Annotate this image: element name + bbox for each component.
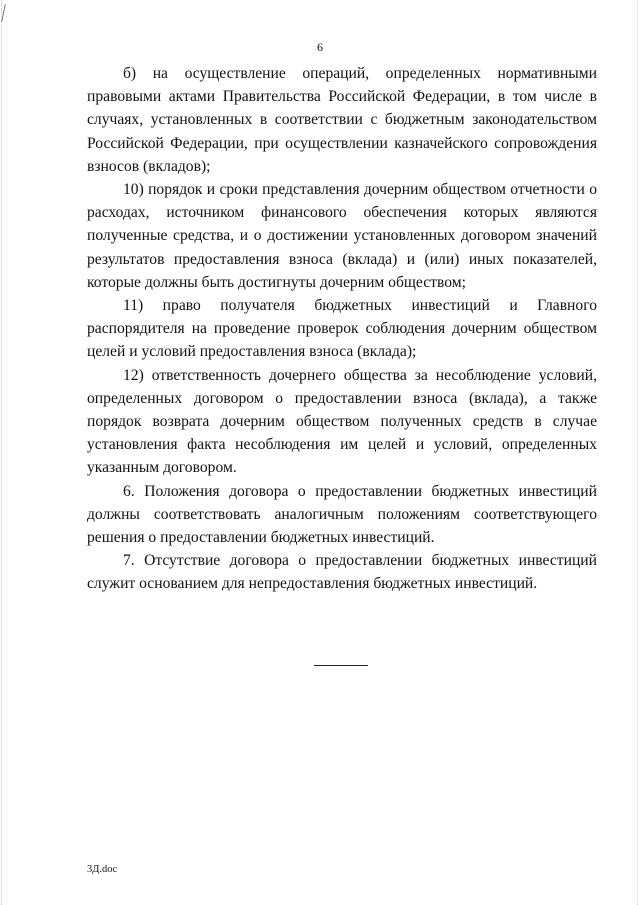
paragraph-10: 10) порядок и сроки представления дочерним обществом отчетности о расходах, источником финансового обеспечения которых являются полученные средства, и о достижении установленных договором значений результатов предоставления взноса (вклада) и (или) иных показателей, которые должны быть достигнуты дочерним обществом; [87, 181, 597, 291]
scan-edge-left [1, 0, 2, 905]
paragraph-section-6: 6. Положения договора о предоставлении бюджетных инвестиций должны соответствовать аналогичным положениям соответствующего решения о предоставлении бюджетных инвестиций. [87, 482, 597, 547]
page-number: 6 [317, 40, 323, 54]
paragraph-b: б) на осуществление операций, определенных нормативными правовыми актами Правительства Российской Федерации, в том числе в случаях, установленных в соответствии с бюджетным законодательством Российской Федерации, при осуществлении казначейского сопровождения взносов (вкладов); [87, 65, 597, 175]
end-of-text-rule [314, 665, 368, 666]
paragraph-12: 12) ответственность дочернего общества за несоблюдение условий, определенных договором о предоставлении взноса (вклада), а также порядок возврата дочерним обществом полученных средств в случае установления факта несоблюдения им целей и условий, определенных указанным договором. [87, 366, 597, 477]
document-body [87, 62, 597, 596]
paragraph-11: 11) право получателя бюджетных инвестиций и Главного распорядителя на проведение проверок соблюдения дочерним обществом целей и условий предоставления взноса (вклада); [87, 297, 597, 361]
scan-edge-right [637, 0, 638, 905]
footer-filename: 3Д.doc [87, 864, 118, 875]
paragraph-section-7: 7. Отсутствие договора о предоставлении бюджетных инвестиций служит основанием для непредоставления бюджетных инвестиций. [87, 552, 597, 593]
